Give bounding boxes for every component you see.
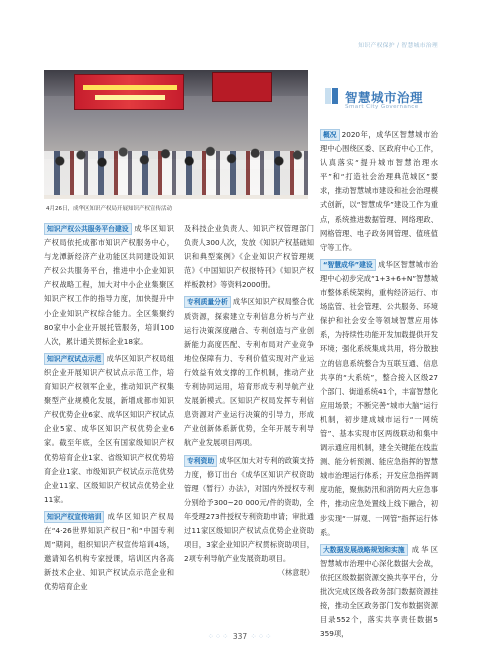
paragraph: [184, 454, 314, 581]
author-credit: （林意珉）: [277, 568, 314, 578]
column-right: [320, 128, 438, 644]
paragraph-heading: 知识产权试点示范: [44, 353, 104, 365]
running-head: 知识产权保护 / 智慧城市治理: [358, 43, 438, 49]
column-middle: [184, 222, 314, 583]
paragraph-heading: 知识产权公共服务平台建设: [44, 223, 132, 235]
column-left: [44, 222, 174, 597]
paragraph-body: 2020年，成华区智慧城市治理中心围绕区委、区政府中心工作，认真落实“提升城市智慧治理水平”和“打造社会治理典范城区”要求，推动智慧城市建设和社会治理模式创新，以“智慧成华”建设工作为重点，系统推进数据管理、网络理政、网格管理、电子政务网管理、值班值守等工作。: [320, 130, 438, 252]
page-number: 337: [232, 632, 248, 641]
paragraph-body: 成华区知识产权局在“4·26世界知识产权日”和“中国专利周”期间，组织知识产权宣传培训4场，邀请知名机构专家授课，培训区内各高新技术企业、知识产权试点示范企业和优势培育企业: [44, 511, 174, 592]
paragraph-body: 成华区知识产权局组织企业开展知识产权试点示范工作，培育知识产权领军企业，推动知识产权集聚型产业规模化发展，新增成都市知识产权优势企业6家、成华区知识产权试点企业5家、成华区知识产权优势企业6家。截至年底，全区有国家级知识产权优势培育企业1家、省级知识产权优势培育企业1家、市级知识产权试点示范优势企业11家、区级知识产权试点优势企业11家。: [44, 353, 174, 504]
red-banner: [212, 72, 272, 102]
paragraph: [184, 222, 314, 292]
paragraph: [44, 352, 174, 507]
paragraph-body: 成华区加大对专利的政策支持力度，修订出台《成华区知识产权资助管理（暂行）办法》，对国内外授权专利分别给予300~20 000元/件的资助，全年受理273件授权专利资助申请；审批通过11家区级知识产权试点优势企业资助项目，3家企业知识产权贯标资助项目，2项专利导航产业发展资助项目。: [184, 455, 314, 564]
paragraph-body: 成华区智慧城市治理中心深化数据大会战，依托区级数据资源交换共享平台，分批次完成区级各政务部门数据资源挂接，推动全区政务部门发布数据资源目录552个，落实共享责任数据5 359项，: [320, 544, 438, 639]
paragraph: [44, 222, 174, 349]
footer-ornament: ⁘⁘⁘: [247, 632, 273, 641]
paragraph-heading: 专利质量分析: [184, 296, 231, 308]
paragraph: [184, 295, 314, 450]
paragraph-heading: “智慧成华”建设: [320, 259, 376, 271]
paragraph-heading: 知识产权宣传培训: [44, 511, 104, 523]
paragraph-body: 成华区知识产权局整合优质资源，探索建立专利信息分析与产业运行决策深度融合、专利创造与产业创新能力高度匹配、专利布局对产业竞争地位保障有力、专利价值实现对产业运行效益有效支撑的工作机制，推动产业专利协同运用，培育形成专利导航产业发展新模式。区知识产权局发挥专利信息资源对产业运行决策的引导力，形成产业创新体系新优势，全年开展专利导航产业发展项目两项。: [184, 297, 314, 448]
footer-ornament: ⁘⁘⁘: [207, 632, 233, 641]
section-subtitle: Smart City Governance: [345, 104, 419, 110]
crowd: [44, 125, 308, 185]
page-footer: [0, 632, 480, 641]
section-marker-icon: [324, 86, 340, 106]
paragraph: [320, 258, 438, 540]
paragraph-body: 成华区智慧城市治理中心初步完成“1+3+6+N”智慧城市整体系统架构，重构经济运行、市场监管、社会管理、公共服务、环境保护和社会安全等领域智慧应用体系，为持续性功能开发加载提供开发环境；强化系统集成共用，将分散独立的信息系统整合为互联互通、信息共享的“大系统”，整合接入区级27个部门、街道系统41个，丰富智慧化应用场景；不断完善“城市大脑”运行机制，初步建成城市运行“一网统管”、基本实现市区两级联动和集中调示通应用机制，建全关键能在线监测、能分析预测、能应急指挥的智慧城市治理运行体系；开发应急指挥调度功能，聚焦防汛和消防两大应急事件，推动应急处置线上线下融合，初步实现“一屏观、一网管”指挥运行体系。: [320, 259, 438, 537]
paragraph-body: 成华区知识产权局依托成都市知识产权服务中心，与龙潭新经济产业功能区共同建设知识产权公共服务平台，推进中小企业知识产权战略工程，加大对中小企业集聚区知识产权工作的指导力度，加快提升中小企业知识产权综合能力。全区集聚约80家中小企业开展托管服务，培训100人次，累计通关贯标企业18家。: [44, 224, 174, 346]
paragraph-heading: 大数据发展战略规划和实施: [320, 544, 408, 556]
paragraph-heading: 概况: [320, 129, 340, 141]
paragraph-heading: 专利资助: [184, 455, 217, 467]
section-title: 智慧城市治理: [345, 90, 424, 105]
photo-caption: 4月26日，成华区知识产权局开展知识产权宣传活动: [46, 206, 172, 212]
paragraph-body: 及科技企业负责人、知识产权管理部门负责人300人次，发放《知识产权基础知识和典型案例》《企业知识产权管理规范》《中国知识产权报特刊》《知识产权样板教材》等资料2000册。: [184, 224, 314, 290]
paragraph: [320, 543, 438, 642]
red-led-screen: [74, 74, 184, 110]
paragraph: [320, 128, 438, 255]
paragraph: [44, 510, 174, 595]
event-photo: [44, 70, 308, 199]
